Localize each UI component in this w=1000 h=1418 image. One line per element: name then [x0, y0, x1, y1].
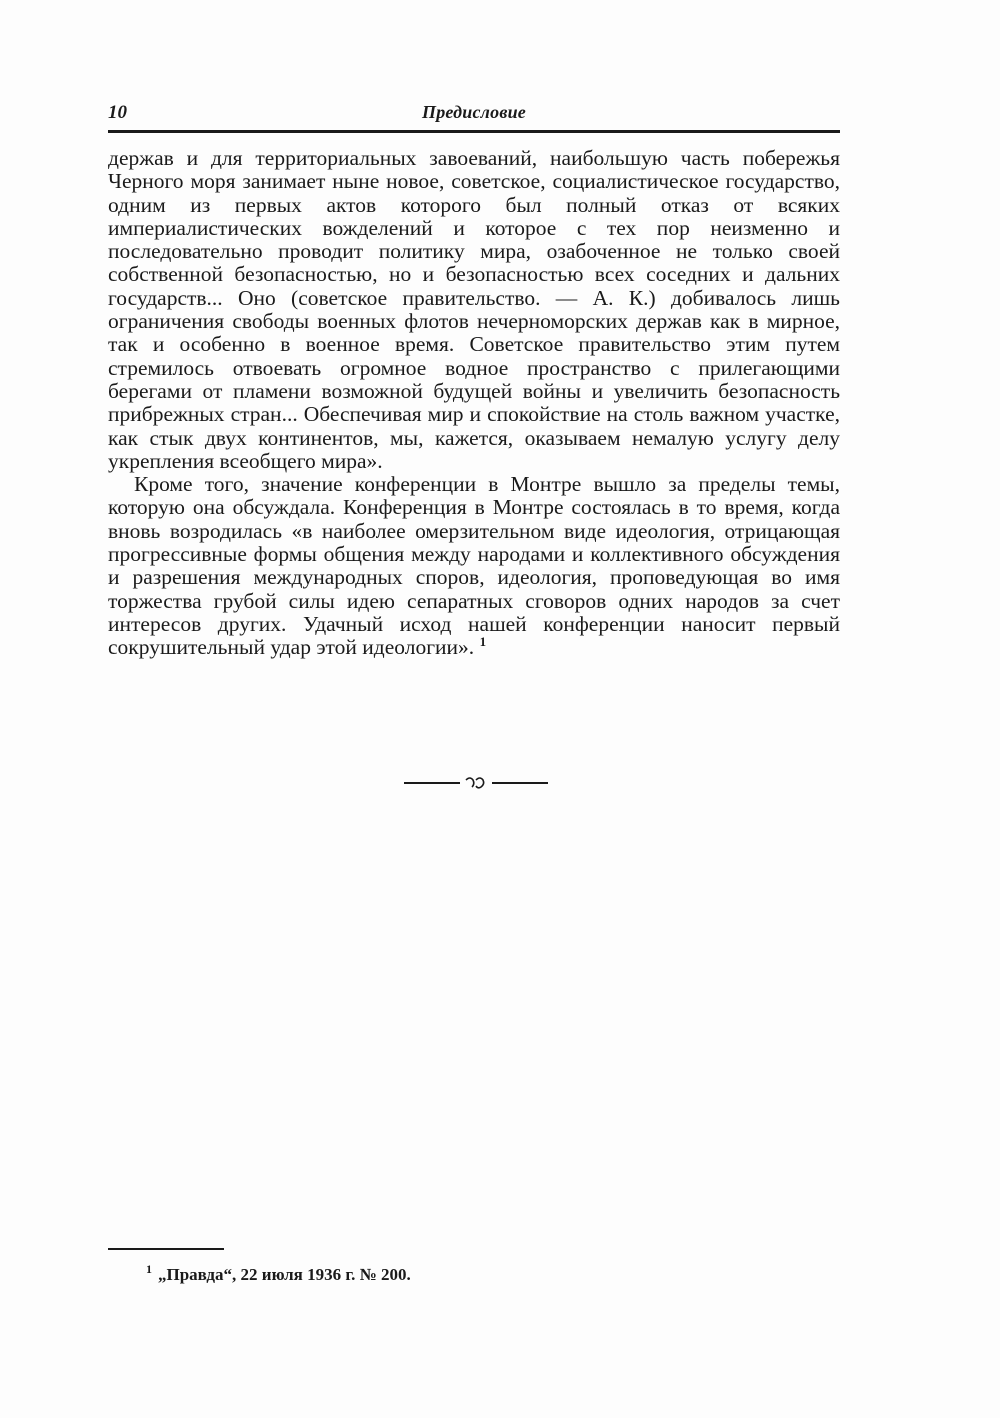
paragraph-1: [108, 147, 840, 473]
header-rule: [108, 130, 840, 133]
flourish-icon: [462, 772, 490, 794]
footnote-rule: [108, 1248, 224, 1250]
ornament-line-right: [492, 782, 548, 784]
footnote-reference[interactable]: 1: [479, 634, 487, 650]
running-title: Предисловие: [422, 102, 526, 122]
ornament-flourish-icon: [462, 772, 490, 800]
ornament-line-left: [404, 782, 460, 784]
running-head: [108, 102, 840, 130]
footnote-1: [146, 1264, 846, 1286]
footnote-text: „Правда“, 22 июля 1936 г. № 200.: [158, 1265, 411, 1284]
paragraph-1-text: держав и для территориальных завоеваний, наибольшую часть побережья Черного моря занимает ныне новое, советское, социалистическое государство, одним из первых актов которого был полный отказ от всяких империалистических вожделений и которое с тех пор неизменно и последовательно проводит политику мира, озабоченное не только своей собственной безопасностью, но и безопасностью всех соседних и дальних государств... Оно (советское правительство. — А. К.) добивалось лишь ограничения свободы военных флотов нечерноморских держав как в мирное, так и особенно в военное время. Советское правительство этим путем стремилось отвоевать огромное водное пространство с прилегающими берегами от пламени возможной будущей войны и увеличить безопасность прибрежных стран... Обеспечивая мир и спокойствие на столь важном участке, как стык двух континентов, мы, кажется, оказываем немалую услугу делу укрепления всеобщего мира».: [108, 146, 840, 473]
section-end-ornament: [404, 772, 548, 794]
page-number: 10: [108, 102, 127, 123]
body-text: [108, 147, 840, 660]
footnote-number: 1: [146, 1262, 152, 1277]
paragraph-2: [108, 473, 840, 659]
paragraph-2-text: Кроме того, значение конференции в Монтре вышло за пределы темы, которую она обсуждала. Конференция в Монтре состоялась в то время, когда вновь возродилась «в наиболее омерзительном виде идеология, отрицающая прогрессивные формы общения между народами и коллективного обсуждения и разрешения международных споров, идеология, проповедующая во имя торжества грубой силы идею сепаратных сговоров одних народов за счет интересов других. Удачный исход нашей конференции наносит первый сокрушительный удар этой идеологии».: [108, 472, 840, 660]
